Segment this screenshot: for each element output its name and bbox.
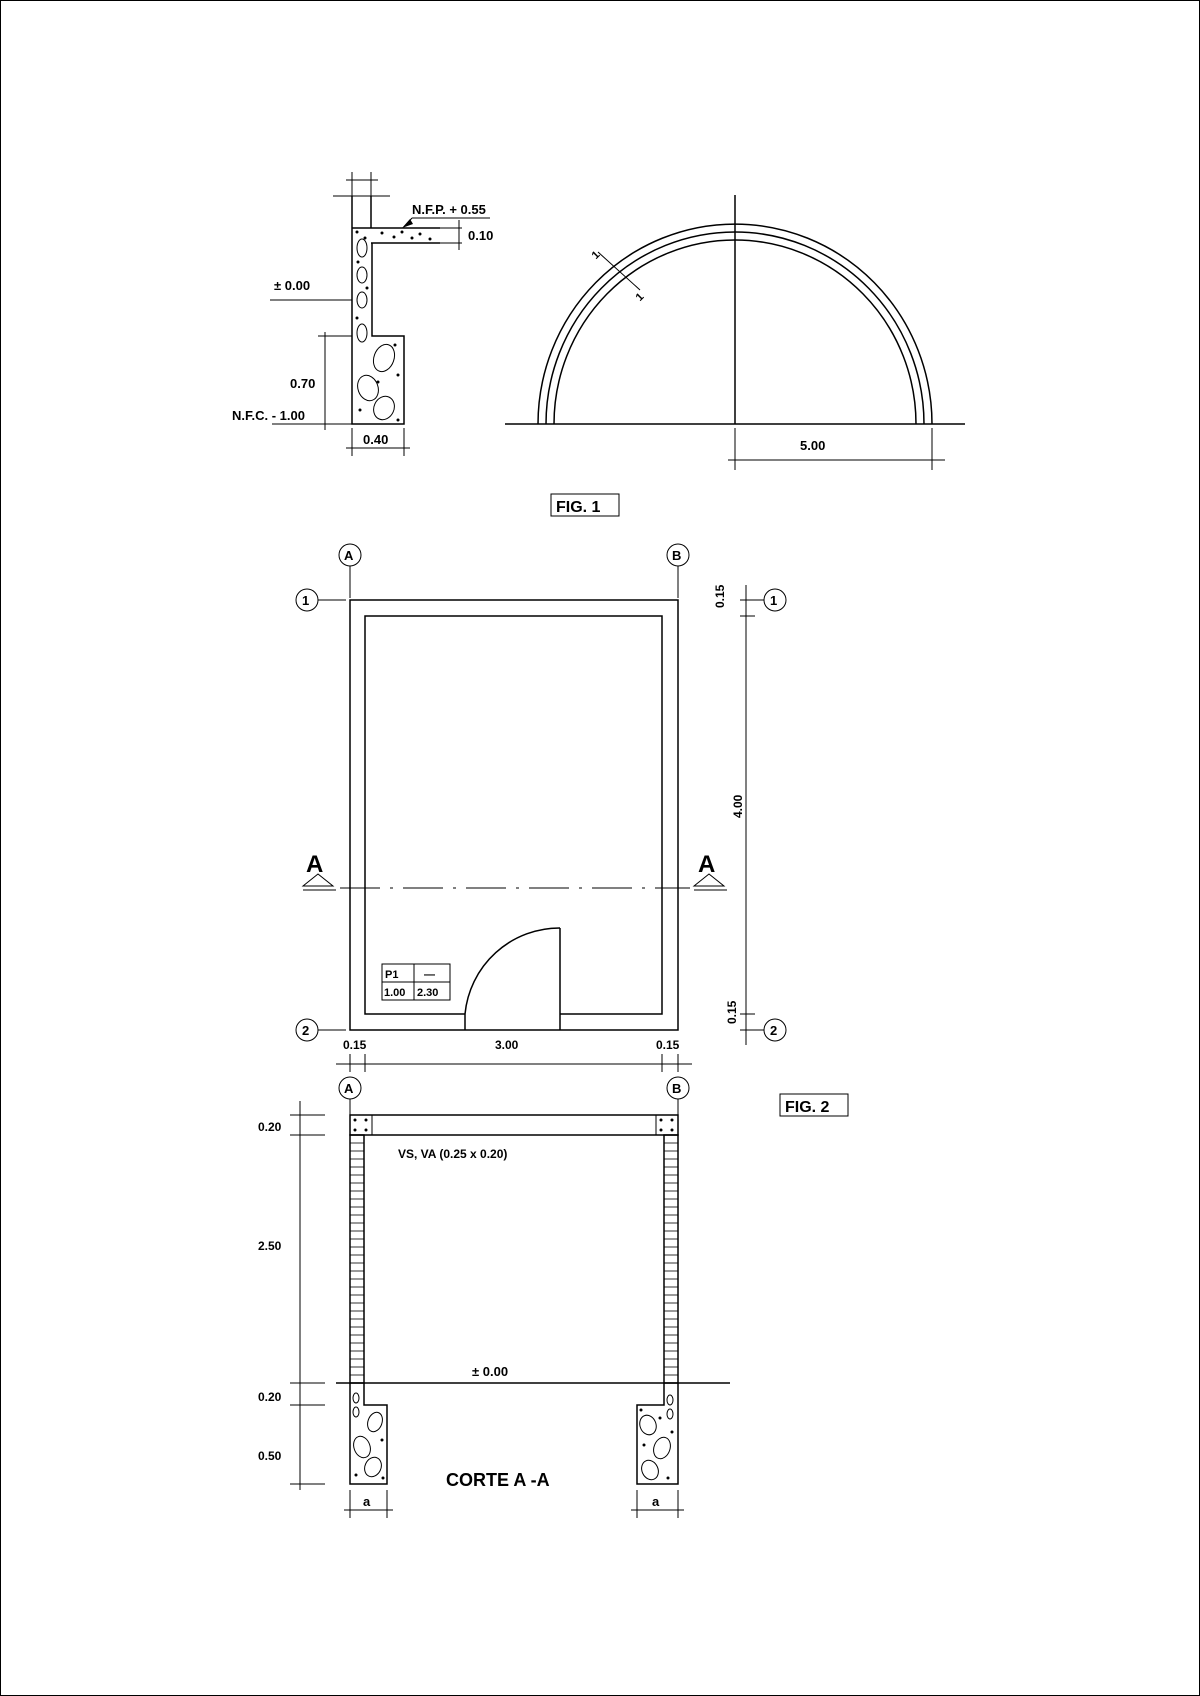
level-zero-label: ± 0.00: [274, 278, 311, 293]
fig2-caption-text: FIG. 2: [785, 1099, 830, 1116]
footing-depth-dim: 0.70: [290, 376, 316, 391]
section-mark-right: A: [698, 851, 716, 878]
section-level-zero: ± 0.00: [472, 1364, 509, 1379]
section-dim-plinth: 0.20: [258, 1390, 282, 1404]
fig2-plan: [296, 544, 786, 1072]
plan-axis-2-right: 2: [770, 1023, 778, 1038]
section-dim-wall: 2.50: [258, 1239, 282, 1253]
bottom-dim-left: 0.15: [343, 1038, 367, 1052]
plan-axis-1-left: 1: [302, 593, 310, 608]
footing-left-dim: a: [363, 1494, 371, 1509]
plan-axis-a: A: [344, 548, 354, 563]
fig2-caption: [780, 1094, 848, 1116]
plan-axis-2-left: 2: [302, 1023, 310, 1038]
nfc-level-label: N.F.C. - 1.00: [232, 408, 305, 423]
section-dim-footing: 0.50: [258, 1449, 282, 1463]
footing-width-dim: 0.40: [363, 432, 389, 447]
fig1-caption: [551, 494, 619, 516]
plan-axis-1-right: 1: [770, 593, 778, 608]
right-dim-middle: 4.00: [731, 794, 745, 818]
fig1-caption-text: FIG. 1: [556, 499, 601, 516]
fig2-section-aa: [258, 1077, 730, 1518]
arch-cut-marker-bottom: 1: [633, 290, 647, 304]
right-dim-bottom: 0.15: [725, 1000, 739, 1024]
arch-cut-marker-top: 1: [589, 248, 603, 262]
door-dash: —: [424, 969, 435, 981]
right-dim-top: 0.15: [713, 584, 727, 608]
fig1-arch: [505, 195, 965, 470]
bottom-dim-middle: 3.00: [495, 1038, 519, 1052]
bottom-dim-right: 0.15: [656, 1038, 680, 1052]
section-axis-b: B: [672, 1081, 682, 1096]
beam-label: VS, VA (0.25 x 0.20): [398, 1147, 508, 1161]
door-width: 1.00: [384, 987, 406, 999]
sheet-border: [1, 1, 1200, 1696]
door-height: 2.30: [417, 987, 439, 999]
nfp-level-label: N.F.P. + 0.55: [412, 202, 486, 217]
slab-thickness-dim: 0.10: [468, 228, 494, 243]
arch-radius-dim: 5.00: [800, 438, 826, 453]
section-dim-beam: 0.20: [258, 1120, 282, 1134]
fig1-foundation-section: [232, 172, 493, 456]
plan-axis-b: B: [672, 548, 682, 563]
footing-right-dim: a: [652, 1494, 660, 1509]
section-mark-left: A: [306, 851, 324, 878]
door-code: P1: [385, 969, 399, 981]
section-title: CORTE A -A: [446, 1470, 550, 1490]
section-axis-a: A: [344, 1081, 354, 1096]
